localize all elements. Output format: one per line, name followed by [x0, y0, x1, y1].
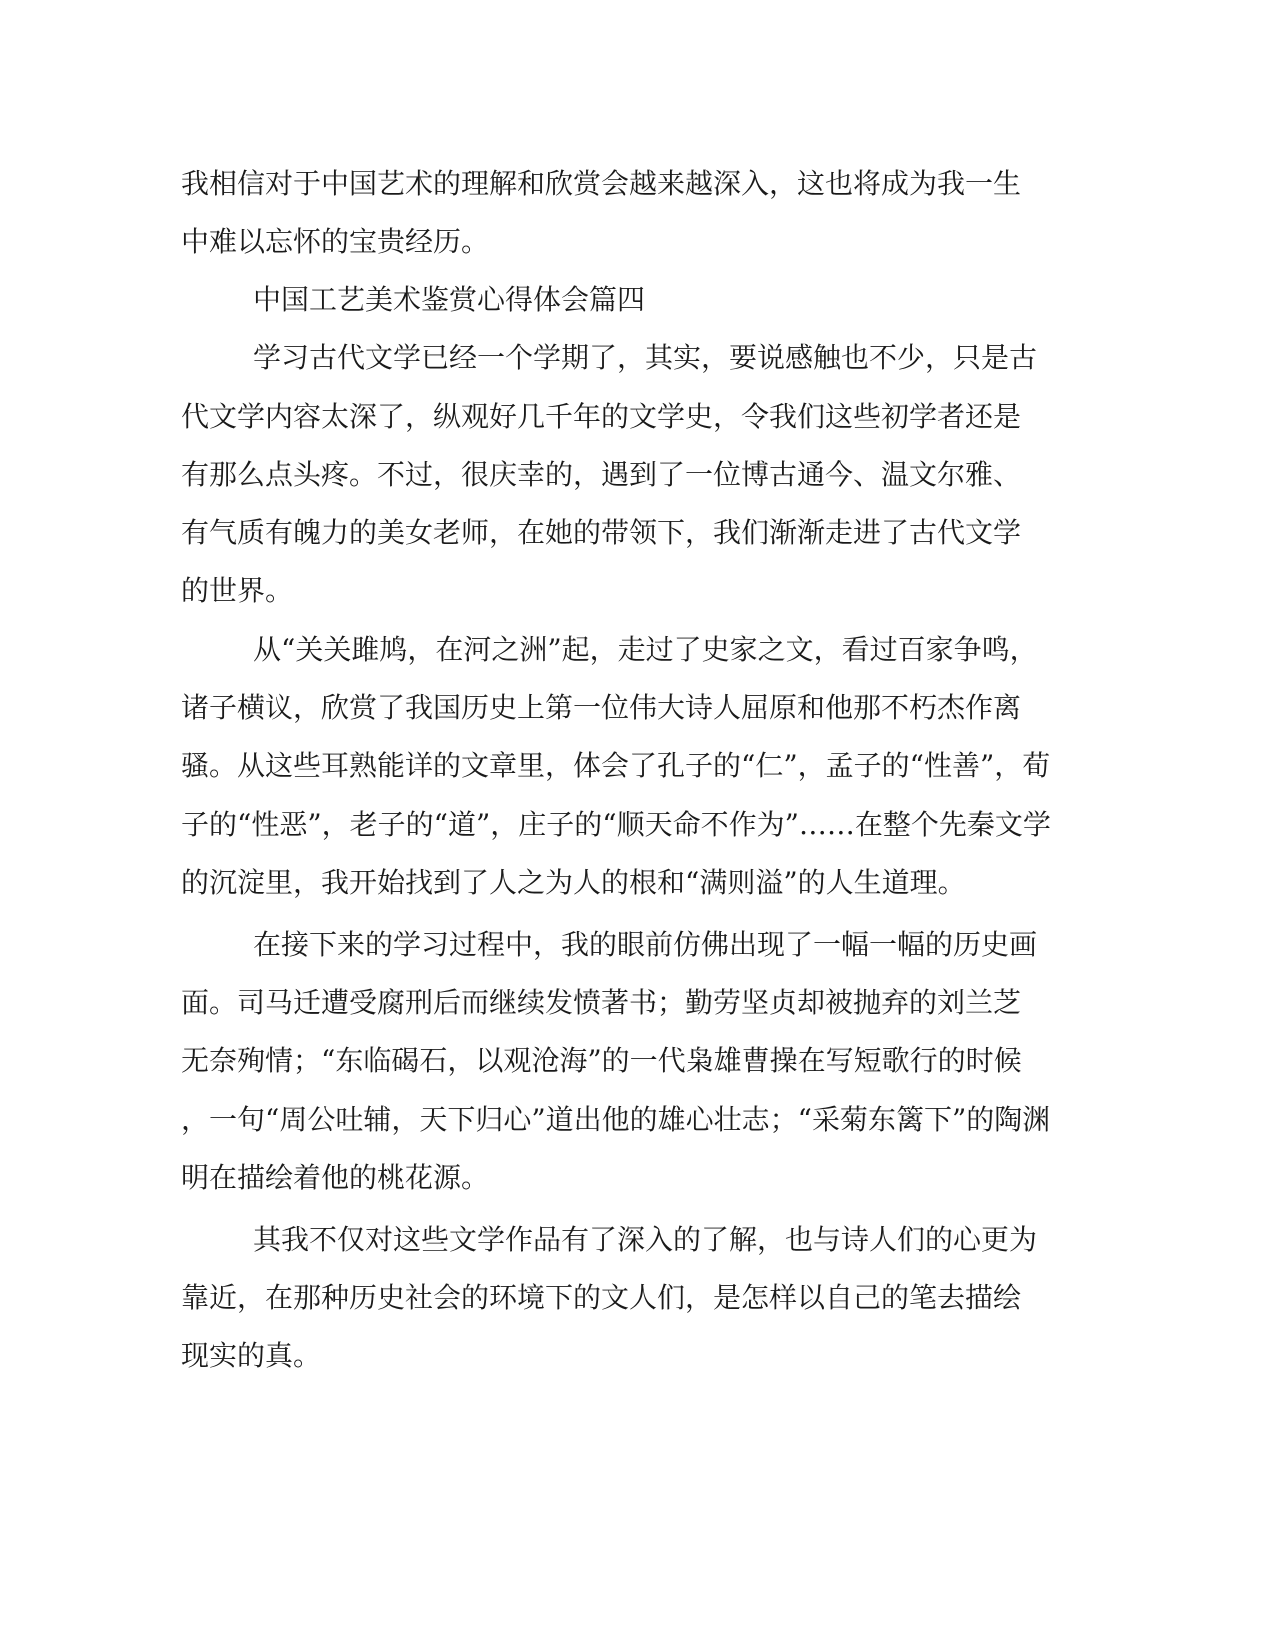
body-line: 无奈殉情；“东临碣石，以观沧海”的一代枭雄曹操在写短歌行的时候 [181, 1044, 1022, 1077]
body-line: 靠近，在那种历史社会的环境下的文人们，是怎样以自己的笔去描绘 [181, 1281, 1022, 1314]
body-line: 子的“性恶”，老子的“道”，庄子的“顺天命不作为”……在整个先秦文学 [181, 808, 1051, 841]
body-line: 的世界。 [181, 574, 294, 607]
body-line: 诸子横议，欣赏了我国历史上第一位伟大诗人屈原和他那不朽杰作离 [181, 691, 1022, 724]
body-line: 从“关关雎鸠，在河之洲”起，走过了史家之文，看过百家争鸣， [253, 633, 1038, 666]
body-line: 明在描绘着他的桃花源。 [181, 1161, 490, 1194]
body-line: 其我不仅对这些文学作品有了深入的了解，也与诗人们的心更为 [253, 1223, 1038, 1256]
body-line: 骚。从这些耳熟能详的文章里，体会了孔子的“仁”，孟子的“性善”，荀 [181, 749, 1051, 782]
body-line: 学习古代文学已经一个学期了，其实，要说感触也不少，只是古 [253, 341, 1038, 374]
body-line: 的沉淀里，我开始找到了人之为人的根和“满则溢”的人生道理。 [181, 866, 966, 899]
section-heading: 中国工艺美术鉴赏心得体会篇四 [253, 283, 646, 316]
body-line: 有气质有魄力的美女老师，在她的带领下，我们渐渐走进了古代文学 [181, 516, 1022, 549]
body-line: 现实的真。 [181, 1339, 322, 1372]
body-line: 中难以忘怀的宝贵经历。 [181, 225, 490, 258]
body-line: 我相信对于中国艺术的理解和欣赏会越来越深入，这也将成为我一生 [181, 167, 1022, 200]
body-line: 代文学内容太深了，纵观好几千年的文学史，令我们这些初学者还是 [181, 400, 1022, 433]
body-line: 在接下来的学习过程中，我的眼前仿佛出现了一幅一幅的历史画 [253, 928, 1038, 961]
body-line: ，一句“周公吐辅，天下归心”道出他的雄心壮志；“采菊东篱下”的陶渊 [181, 1103, 1051, 1136]
body-line: 面。司马迁遭受腐刑后而继续发愤著书；勤劳坚贞却被抛弃的刘兰芝 [181, 986, 1022, 1019]
body-line: 有那么点头疼。不过，很庆幸的，遇到了一位博古通今、温文尔雅、 [181, 458, 1022, 491]
